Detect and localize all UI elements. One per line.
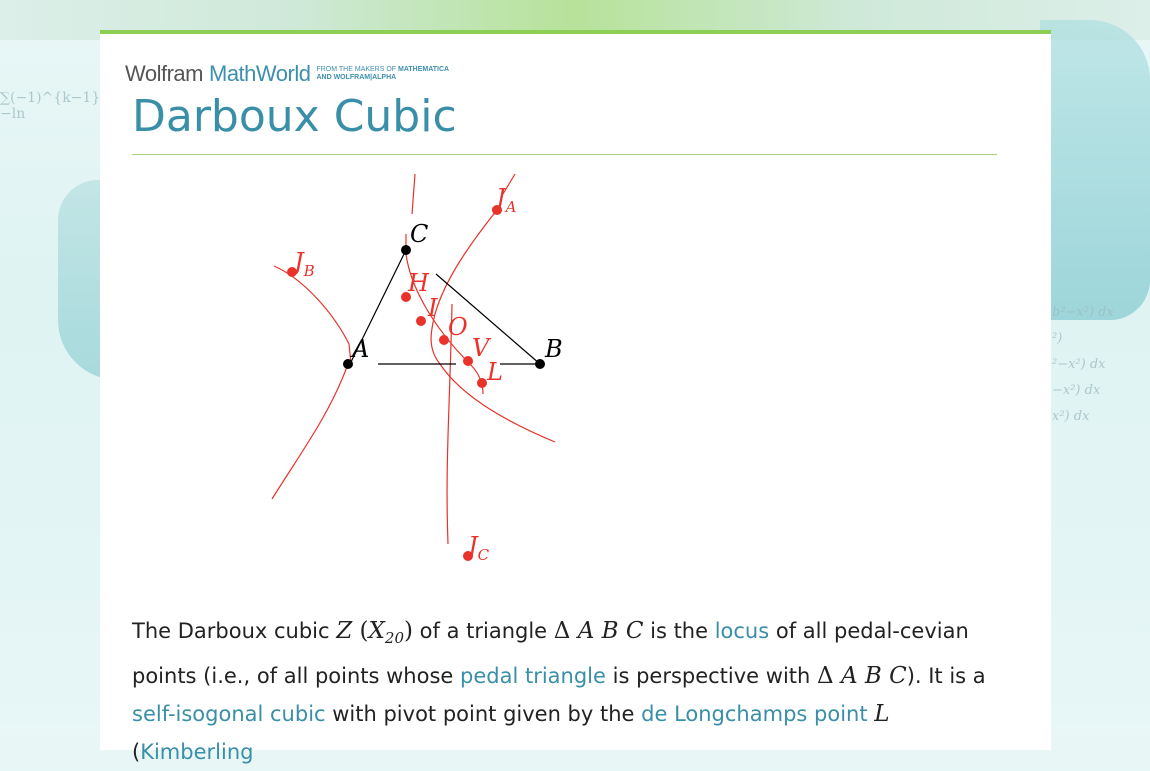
label-O: O	[448, 313, 468, 341]
page-title: Darboux Cubic	[132, 91, 457, 142]
figure-svg	[200, 164, 660, 584]
text-run: is the	[643, 619, 715, 643]
article-paragraph	[132, 612, 1012, 771]
tagline-text: FROM THE MAKERS OF	[316, 66, 397, 73]
darboux-cubic-figure	[200, 164, 660, 584]
text-run: of all pedal-cevian points (i.e., of all points whose	[132, 619, 969, 688]
math-X: X	[368, 618, 385, 644]
label-JC-main: J	[468, 532, 478, 560]
label-JB-main: J	[294, 248, 304, 276]
math-paren: )	[404, 618, 413, 644]
link-pedal-triangle[interactable]: pedal triangle	[460, 664, 606, 688]
logo-tagline-line1	[316, 66, 449, 74]
label-JA-main: J	[496, 184, 506, 212]
tagline-mathematica: MATHEMATICA	[398, 66, 450, 73]
curve-branch-top	[412, 174, 415, 214]
background-math-decoration-right	[1052, 300, 1150, 520]
bg-math-line: b²−x²) dx	[1052, 305, 1114, 320]
link-self-isogonal-cubic[interactable]: self-isogonal cubic	[132, 702, 326, 726]
logo-tagline	[316, 66, 449, 82]
label-A: A	[352, 335, 370, 363]
point-B	[535, 359, 545, 369]
site-logo[interactable]	[125, 59, 449, 89]
label-I: I	[428, 294, 438, 322]
bg-math-line: −x²) dx	[1052, 383, 1101, 398]
curve-branch-JB-link	[200, 256, 255, 334]
text-run: with pivot point given by the	[325, 702, 642, 726]
label-JB-sub: B	[303, 262, 315, 280]
math-X-subscript: 20	[384, 629, 404, 647]
math-L: L	[874, 701, 890, 727]
label-L: L	[487, 358, 503, 386]
text-run: The Darboux cubic	[132, 619, 337, 643]
curve-branch-dummy	[373, 365, 440, 416]
math-delta: Δ	[553, 618, 571, 644]
math-ABC: A B C	[833, 663, 907, 689]
label-V: V	[472, 334, 490, 362]
triangle-ABC	[350, 250, 540, 364]
link-kimberling[interactable]: Kimberling	[140, 740, 254, 764]
text-run: ). It is a	[906, 664, 986, 688]
title-divider	[132, 154, 997, 155]
logo-mathworld-text: MathWorld	[209, 61, 311, 86]
math-ABC: A B C	[570, 618, 644, 644]
label-B: B	[545, 335, 563, 363]
bg-math-line: x²) dx	[1052, 409, 1090, 424]
bg-math-line: ²−x²) dx	[1052, 357, 1106, 372]
text-run: is perspective with	[605, 664, 818, 688]
background-math-decoration-left: ∑(−1)^{k−1} −ln	[0, 90, 101, 122]
link-locus[interactable]: locus	[714, 619, 770, 643]
content-card	[100, 30, 1051, 764]
label-JC-sub: C	[477, 546, 490, 564]
link-de-longchamps-point[interactable]: de Longchamps point	[641, 702, 868, 726]
background-surface-right	[1040, 20, 1150, 320]
text-run: (	[132, 740, 141, 764]
point-I	[416, 316, 426, 326]
logo-tagline-line2: AND WOLFRAM|ALPHA	[316, 74, 397, 81]
bg-math-line: ²)	[1052, 331, 1063, 346]
math-delta: Δ	[817, 663, 834, 689]
label-C: C	[410, 220, 429, 248]
point-L	[477, 378, 487, 388]
math-paren: (	[352, 618, 369, 644]
logo-wolfram-text: Wolfram	[125, 61, 203, 86]
label-H: H	[408, 269, 429, 297]
curve-branch-lower-left	[272, 364, 348, 499]
curve-branch-JB	[274, 266, 351, 364]
label-JA-sub: A	[505, 198, 517, 216]
text-run: of a triangle	[412, 619, 554, 643]
math-Z: Z	[336, 618, 353, 644]
